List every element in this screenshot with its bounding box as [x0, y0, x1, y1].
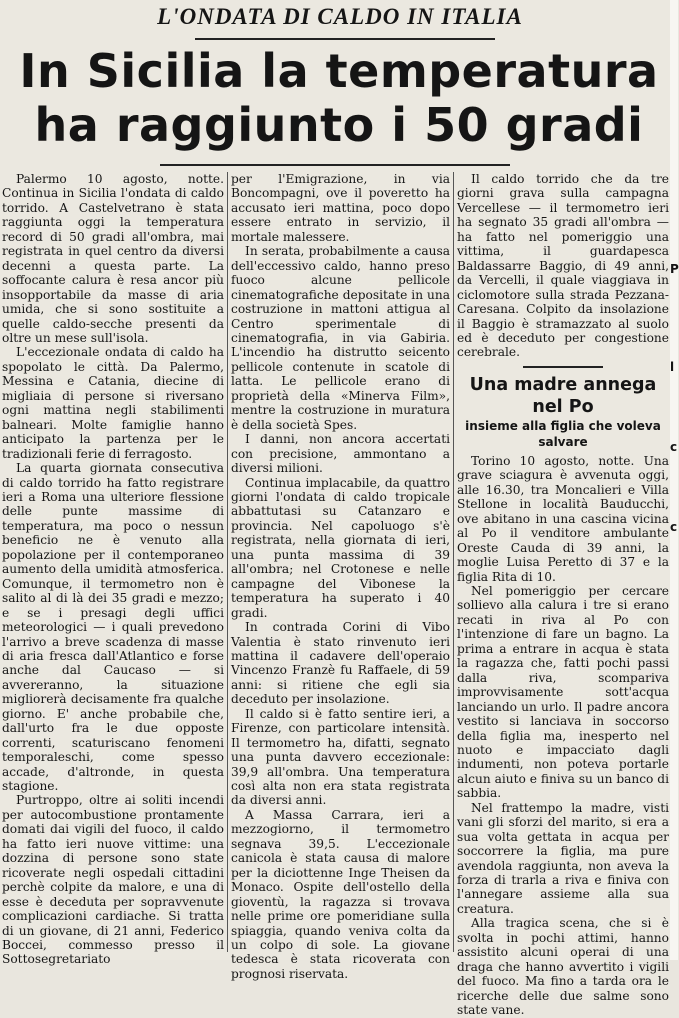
paragraph: In serata, probabilmente a causa dell'eccessivo caldo, hanno preso fuoco alcune pellicole cinematografiche depositate in una costruzione in mattoni attigua al Centro sperimentale di cinematografia, in via Gabiria. L'incendio ha distrutto seicento pellicole contenute in scatole di latta. Le pellicole erano di proprietà della «Minerva Film», mentre la costruzione in muratura è della società Spes. — [231, 244, 450, 432]
sub-headline-secondary: insieme alla figlia che voleva salvare — [465, 418, 661, 449]
column-divider-2 — [453, 172, 454, 952]
main-headline — [0, 44, 678, 152]
sub-article-headline — [457, 374, 669, 450]
paragraph: La quarta giornata consecutiva di caldo torrido ha fatto registrare ieri a Roma una ulteriore flessione delle punte massime di temperatura, ma poco o nessun beneficio ne è venuto alla popolazione per il contemporaneo aumento della umidità atmosferica. Comunque, il termometro non è salito al di là dei 35 gradi e mezzo; e se i presagi degli uffici meteorologici — i quali prevedono l'arrivo a breve scadenza di masse di aria fresca dall'Atlantico e forse anche dal Caucaso — si avvereranno, la situazione migliorerà decisamente fra qualche giorno. E' anche probabile che, dall'urto fra le due opposte correnti, scaturiscano fenomeni temporaleschi, come spesso accade, d'altronde, in questa stagione. — [2, 461, 224, 794]
paragraph: Purtroppo, oltre ai soliti incendi per autocombustione prontamente domati dai vigili del fuoco, il caldo ha fatto ieri nuove vittime: una dozzina di persone sono state ricoverate negli ospedali cittadini perchè colpite da malore, e una di esse è deceduta per sopravvenute complicazioni cardiache. Si tratta di un giovane, di 21 anni, Federico Boccei, commesso presso il Sottosegretariato — [2, 793, 224, 967]
headline-line-2: ha raggiunto i 50 gradi — [34, 98, 644, 152]
edge-mark: l — [670, 360, 675, 374]
paragraph: Palermo 10 agosto, notte. Continua in Sicilia l'ondata di caldo torrido. A Castelvetrano è stata raggiunta oggi la temperatura record di 50 gradi all'ombra, mai registrata in quel centro da diversi decenni a questa parte. La soffocante calura è resa ancor più insopportabile da masse di aria umida, che si sono sostituite a quelle caldo-secche presenti da oltre un mese sull'isola. — [2, 172, 224, 345]
rule-under-kicker — [195, 38, 495, 40]
paragraph: I danni, non ancora accertati con precisione, ammontano a diversi milioni. — [231, 432, 450, 476]
paragraph: per l'Emigrazione, in via Boncompagni, ove il poveretto ha accusato ieri mattina, poco dopo essere entrato in servizio, il mortale malessere. — [231, 172, 450, 244]
paragraph: Nel pomeriggio per cercare sollievo alla calura i tre si erano recati in riva al Po con l'intenzione di fare un bagno. La prima a entrare in acqua è stata la ragazza che, fatti pochi passi dalla riva, scompariva improvvisamente sott'acqua lanciando un urlo. Il padre ancora vestito si lanciava in soccorso della figlia ma, inesperto nel nuoto e impacciato dagli indumenti, non poteva portarle alcun aiuto e finiva su un banco di sabbia. — [457, 583, 669, 801]
paragraph: A Massa Carrara, ieri a mezzogiorno, il termometro segnava 39,5. L'eccezionale canicola è stata causa di malore per la diciottenne Inge Theisen da Monaco. Ospite dell'ostello della gioventù, la ragazza si trovava nelle prime ore pomeridiane sulla spiaggia, quando veniva colta da un colpo di sole. La giovane tedesca è stata ricoverata con prognosi riservata. — [231, 807, 450, 981]
paragraph: Torino 10 agosto, notte. Una grave sciagura è avvenuta oggi, alle 16.30, tra Moncalieri e Villa Stellone in località Bauducchi, ove abitano in una cascina vicina al Po il venditore ambulante Oreste Cauda di 39 anni, la moglie Luisa Peretto di 37 e la figlia Rita di 10. — [457, 453, 669, 584]
paragraph: In contrada Corini di Vibo Valentia è stato rinvenuto ieri mattina il cadavere dell'operaio Vincenzo Franzè fu Raffaele, di 59 anni: si ritiene che egli sia deceduto per insolazione. — [231, 620, 450, 707]
kicker-heading: L'ONDATA DI CALDO IN ITALIA — [157, 4, 523, 29]
paragraph: Alla tragica scena, che si è svolta in pochi attimi, hanno assistito alcuni operai di una draga che hanno avvertito i vigili del fuoco. Ma fino a tarda ora le ricerche delle due salme sono state vane. — [457, 916, 669, 1018]
paragraph: Continua implacabile, da quattro giorni l'ondata di caldo tropicale abbattutasi su Catanzaro e provincia. Nel capoluogo s'è registrata, nella giornata di ieri, una punta massima di 39 all'ombra; nel Crotonese e nelle campagne del Vibonese la temperatura ha superato i 40 gradi. — [231, 475, 450, 620]
section-separator — [523, 366, 603, 368]
sub-headline-main: Una madre annega nel Po — [469, 374, 657, 417]
paragraph: Il caldo si è fatto sentire ieri, a Firenze, con particolare intensità. Il termometro ha, difatti, segnato una punta davvero eccezionale: 39,9 all'ombra. Una temperatura così alta non era stata registrata da diversi anni. — [231, 706, 450, 808]
edge-mark: c — [670, 520, 678, 534]
paragraph: Il caldo torrido che da tre giorni grava sulla campagna Vercellese — il termometro ieri ha segnato 35 gradi all'ombra — ha fatto nel pomeriggio una vittima, il guardapesca Baldassarre Baggio, di 49 anni, da Vercelli, il quale viaggiava in ciclomotore sulla strada Pezzana-Caresana. Colpito da insolazione il Baggio è stramazzato al suolo ed è deceduto per congestione cerebrale. — [457, 172, 669, 360]
column-divider-1 — [227, 172, 228, 952]
edge-mark: c — [670, 440, 678, 454]
paragraph: Nel frattempo la madre, visti vani gli sforzi del marito, si era a sua volta gettata in acqua per soccorrere la figlia, ma pure avendola raggiunta, non aveva la forza di trarla a riva e finiva con l'annegare assieme alla sua creatura. — [457, 800, 669, 916]
article-column-1 — [2, 172, 224, 967]
paragraph: L'eccezionale ondata di caldo ha spopolato le città. Da Palermo, Messina e Catania, diecine di migliaia di persone si riversano ogni mattina negli stabilimenti balneari. Molte famiglie hanno anticipato la partenza per le tradizionali ferie di ferragosto. — [2, 345, 224, 461]
adjacent-page-edge — [670, 0, 678, 960]
article-column-3 — [457, 172, 669, 1018]
rule-under-headline — [160, 164, 510, 166]
headline-line-1: In Sicilia la temperatura — [19, 44, 659, 98]
article-column-2 — [231, 172, 450, 981]
edge-mark: P — [670, 262, 679, 276]
